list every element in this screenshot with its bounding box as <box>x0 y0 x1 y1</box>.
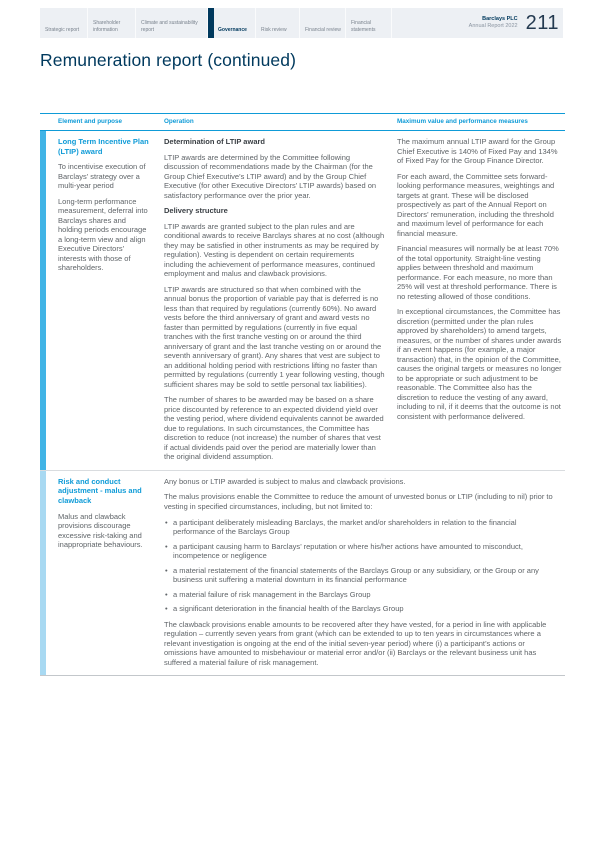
sub-heading: Delivery structure <box>164 206 228 216</box>
column-header-element-purpose: Element and purpose <box>58 118 123 125</box>
sub-heading: Determination of LTIP award <box>164 136 265 146</box>
paragraph: Malus and clawback provisions discourage excessive risk-taking and inappropriate behaviours. <box>58 511 143 550</box>
brand-text <box>469 16 518 31</box>
paragraph: The maximum annual LTIP award for the Group Chief Executive is 140% of Fixed Pay and 134% of Fixed Pay for the Group Finance Director. <box>397 136 558 166</box>
paragraph: The number of shares to be awarded may be based on a share price discounted by reference to an expected dividend yield over the vesting period, where dividend equivalents cannot be awarded due to regulations. In such circumstances, the Committee has discretion to reduce (not increase) the number of shares that vest if actual dividends paid over the period are materially lower than the original dividend assumption. <box>164 395 384 462</box>
paragraph: LTIP awards are structured so that when combined with the annual bonus the proportion of variable pay that is deferred is no less than that required by regulations (currently 60%). No award vests before the third anniversary of grant and award vests no faster than permitted by regulations (currently in five equal tranches with the first tranche vesting on or around the third anniversary of grant and the last tranche vesting on or around the seventh anniversary of grant). Any shares that vest are subject to an additional holding period with restrictions lifting no faster than permitted by regulations (currently 1 year following vesting, though sufficient shares may be sold to settle personal tax liabilities). <box>164 284 385 389</box>
policy-table <box>40 113 565 676</box>
table-row-malus-clawback <box>40 470 565 676</box>
header-nav <box>40 8 563 38</box>
malus-bullet-list <box>164 518 555 614</box>
row-accent-bar <box>40 131 46 470</box>
ltip-element-purpose-cell <box>40 131 162 470</box>
paragraph: In exceptional circumstances, the Committee has discretion (permitted under the plan rules approved by shareholders) to amend targets, measures, or the number of shares under awards if an event happens (for example, a major transaction) that, in the opinion of the Committee, causes the original targets or measures no longer to be appropriate or such adjustment to be reasonable. The Committee also has the discretion to reduce the vesting of any award, including to nil, if it deems that the outcome is not consistent with performance delivered. <box>397 307 562 421</box>
brand-area <box>392 8 563 38</box>
paragraph: LTIP awards are granted subject to the plan rules and are conditional awards to receive Barclays shares at no cost (although they may be satisfied in other instruments as may be required by regulation). Vesting is dependent on certain requirements including the achievement of performance measures, continued employment and malus and clawback provisions. <box>164 221 385 279</box>
tab-shareholder-information[interactable] <box>88 8 136 38</box>
tab-label: Risk review <box>261 26 287 33</box>
section-tabs <box>40 8 392 38</box>
tab-strategic-report[interactable] <box>40 8 88 38</box>
page-title: Remuneration report (continued) <box>40 50 297 70</box>
paragraph: The malus provisions enable the Committee to reduce the amount of unvested bonus or LTIP (including to nil) prior to vesting in specified circumstances, including, but not limited to: <box>164 492 553 511</box>
bullet-item: • a participant deliberately misleading Barclays, the market and/or shareholders in relation to the financial performance of the Barclays Group <box>164 518 555 537</box>
tab-label: Climate and sustainability report <box>141 20 198 33</box>
tab-label: Shareholder information <box>93 20 121 33</box>
tab-label: Governance <box>218 26 247 33</box>
column-header-maximum-value: Maximum value and performance measures <box>397 118 528 125</box>
tab-governance[interactable] <box>208 8 256 38</box>
page-number: 211 <box>525 11 559 34</box>
paragraph: The clawback provisions enable amounts to be recovered after they have vested, for a period in line with applicable regulation – currently seven years from grant (which can be extended to up to ten years in circumstances where a relevant investigation is ongoing at the end of the initial seven-year period) where (i) a participant’s actions or omissions have amounted to misbehaviour or material error and/or (ii) Barclays or the relevant business unit has suffered a material failure of risk management. <box>164 619 547 667</box>
table-header-row <box>40 113 565 131</box>
paragraph: Financial measures will normally be at least 70% of the total opportunity. Straight-line vesting applies between threshold and maximum performance. For each measure, no more than 25% will vest at threshold performance. There is no retesting allowed of those conditions. <box>397 244 559 301</box>
row-heading: Risk and conduct adjustment - malus and clawback <box>58 476 142 505</box>
ltip-operation-cell <box>162 131 395 470</box>
bullet-item: • a material failure of risk management in the Barclays Group <box>164 590 555 600</box>
bullet-item: • a material restatement of the financial statements of the Barclays Group or any subsidiary, or the Group or any business unit suffering a material downturn in its financial performance <box>164 566 555 585</box>
table-row-ltip <box>40 131 565 470</box>
paragraph: To incentivise execution of Barclays’ strategy over a multi-year period <box>58 162 146 191</box>
bullet-item: • a significant deterioration in the financial health of the Barclays Group <box>164 604 555 614</box>
paragraph: Long-term performance measurement, deferral into Barclays shares and holding periods encourage a long-term view and align Executive Directors’ interests with those of shareholders. <box>58 196 148 273</box>
row-accent-bar <box>40 471 46 675</box>
tab-label: Financial statements <box>351 20 376 33</box>
paragraph: LTIP awards are determined by the Committee following discussion of recommendations made by the Chairman (for the Group Chief Executive’s LTIP award) and by the Group Chief Executive (for other Executive Directors’ LTIP awards) based on satisfactory performance over the prior year. <box>164 152 377 200</box>
row-heading: Long Term Incentive Plan (LTIP) award <box>58 136 149 156</box>
tab-financial-review[interactable] <box>300 8 346 38</box>
malus-body-cell <box>162 471 565 675</box>
ltip-maximum-value-cell <box>395 131 565 470</box>
tab-financial-statements[interactable] <box>346 8 392 38</box>
paragraph: Any bonus or LTIP awarded is subject to malus and clawback provisions. <box>164 476 406 486</box>
malus-element-purpose-cell <box>40 471 162 675</box>
tab-label: Financial review <box>305 26 341 33</box>
tab-label: Strategic report <box>45 26 80 33</box>
brand-subtitle: Annual Report 2022 <box>468 23 518 29</box>
paragraph: For each award, the Committee sets forward-looking performance measures, weightings and targets at grant. These will be disclosed prospectively as part of the Annual Report on Directors’ remuneration, including the threshold and maximum level of performance for each financial measure. <box>397 171 555 238</box>
tab-climate-sustainability[interactable] <box>136 8 208 38</box>
bullet-item: • a participant causing harm to Barclays’ reputation or where his/her actions have amounted to misconduct, incompetence or negligence <box>164 542 555 561</box>
tab-risk-review[interactable] <box>256 8 300 38</box>
column-header-operation: Operation <box>164 118 194 125</box>
brand-name: Barclays PLC <box>482 15 518 22</box>
active-tab-indicator <box>208 8 214 38</box>
